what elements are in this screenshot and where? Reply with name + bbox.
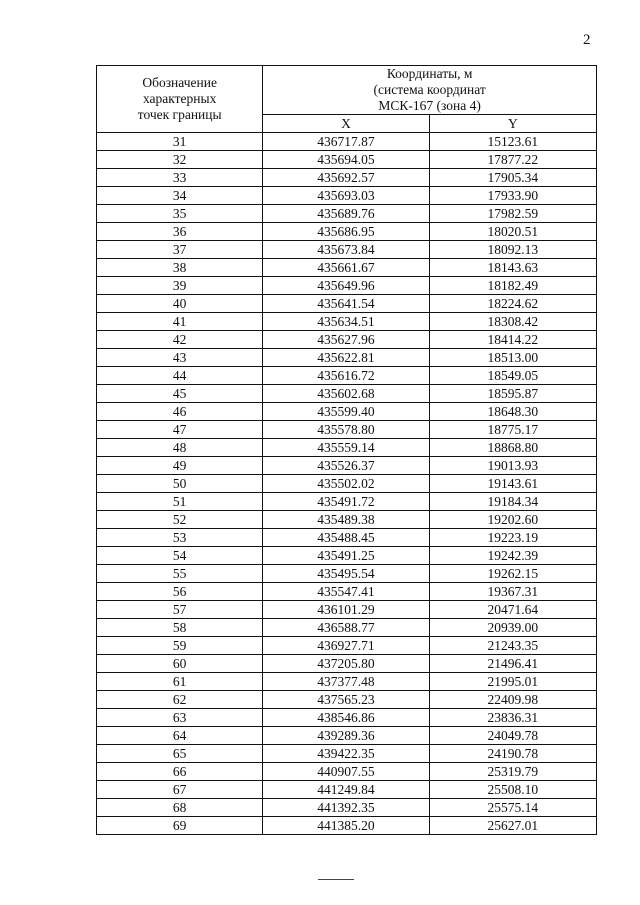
y-coordinate-cell: 23836.31 <box>429 709 596 727</box>
point-number-cell: 33 <box>97 169 263 187</box>
point-number-cell: 43 <box>97 349 263 367</box>
x-coordinate-cell: 435661.67 <box>263 259 429 277</box>
y-coordinate-cell: 18414.22 <box>429 331 596 349</box>
point-number-cell: 36 <box>97 223 263 241</box>
table-row <box>97 151 597 169</box>
y-coordinate-cell: 18513.00 <box>429 349 596 367</box>
table-row <box>97 241 597 259</box>
y-coordinate-cell: 17905.34 <box>429 169 596 187</box>
table-row <box>97 349 597 367</box>
table-row <box>97 439 597 457</box>
x-coordinate-cell: 436927.71 <box>263 637 429 655</box>
point-number-cell: 47 <box>97 421 263 439</box>
point-number-cell: 64 <box>97 727 263 745</box>
x-coordinate-cell: 437377.48 <box>263 673 429 691</box>
y-coordinate-cell: 19184.34 <box>429 493 596 511</box>
y-coordinate-cell: 25575.14 <box>429 799 596 817</box>
table-row <box>97 367 597 385</box>
table-row <box>97 277 597 295</box>
x-coordinate-cell: 435673.84 <box>263 241 429 259</box>
x-coordinate-cell: 435602.68 <box>263 385 429 403</box>
y-coordinate-cell: 18092.13 <box>429 241 596 259</box>
x-coordinate-cell: 435622.81 <box>263 349 429 367</box>
x-coordinate-cell: 435502.02 <box>263 475 429 493</box>
table-row <box>97 673 597 691</box>
point-number-cell: 60 <box>97 655 263 673</box>
y-coordinate-cell: 18020.51 <box>429 223 596 241</box>
x-coordinate-cell: 435578.80 <box>263 421 429 439</box>
x-column-header: X <box>263 115 429 133</box>
x-coordinate-cell: 435649.96 <box>263 277 429 295</box>
x-coordinate-cell: 435491.72 <box>263 493 429 511</box>
point-number-cell: 67 <box>97 781 263 799</box>
table-row <box>97 745 597 763</box>
y-coordinate-cell: 19202.60 <box>429 511 596 529</box>
x-coordinate-cell: 435495.54 <box>263 565 429 583</box>
point-number-cell: 38 <box>97 259 263 277</box>
points-header-line: характерных <box>142 91 217 106</box>
x-coordinate-cell: 435641.54 <box>263 295 429 313</box>
table-row <box>97 511 597 529</box>
point-number-cell: 69 <box>97 817 263 835</box>
table-row <box>97 727 597 745</box>
point-number-cell: 55 <box>97 565 263 583</box>
x-coordinate-cell: 435693.03 <box>263 187 429 205</box>
footer-dash <box>318 879 354 880</box>
point-number-cell: 57 <box>97 601 263 619</box>
point-number-cell: 45 <box>97 385 263 403</box>
y-coordinate-cell: 19262.15 <box>429 565 596 583</box>
coord-header-line: (система координат <box>373 82 486 97</box>
table-row <box>97 565 597 583</box>
y-coordinate-cell: 21995.01 <box>429 673 596 691</box>
x-coordinate-cell: 435634.51 <box>263 313 429 331</box>
points-header-line: Обозначение <box>142 75 217 90</box>
y-coordinate-cell: 18868.80 <box>429 439 596 457</box>
table-row <box>97 475 597 493</box>
point-number-cell: 63 <box>97 709 263 727</box>
x-coordinate-cell: 436588.77 <box>263 619 429 637</box>
point-number-cell: 41 <box>97 313 263 331</box>
x-coordinate-cell: 435692.57 <box>263 169 429 187</box>
page-number: 2 <box>583 32 591 48</box>
point-number-cell: 52 <box>97 511 263 529</box>
point-number-cell: 53 <box>97 529 263 547</box>
x-coordinate-cell: 435689.76 <box>263 205 429 223</box>
point-number-cell: 66 <box>97 763 263 781</box>
table-row <box>97 493 597 511</box>
table-row <box>97 655 597 673</box>
x-coordinate-cell: 435526.37 <box>263 457 429 475</box>
point-number-cell: 50 <box>97 475 263 493</box>
table-row <box>97 133 597 151</box>
table-row <box>97 169 597 187</box>
y-coordinate-cell: 18595.87 <box>429 385 596 403</box>
point-number-cell: 54 <box>97 547 263 565</box>
y-coordinate-cell: 18775.17 <box>429 421 596 439</box>
table-row <box>97 781 597 799</box>
y-coordinate-cell: 18308.42 <box>429 313 596 331</box>
y-coordinate-cell: 22409.98 <box>429 691 596 709</box>
point-number-cell: 37 <box>97 241 263 259</box>
table-row <box>97 637 597 655</box>
y-coordinate-cell: 18549.05 <box>429 367 596 385</box>
x-coordinate-cell: 438546.86 <box>263 709 429 727</box>
x-coordinate-cell: 435547.41 <box>263 583 429 601</box>
table-row <box>97 457 597 475</box>
point-number-cell: 65 <box>97 745 263 763</box>
x-coordinate-cell: 435491.25 <box>263 547 429 565</box>
point-number-cell: 31 <box>97 133 263 151</box>
table-row <box>97 547 597 565</box>
y-coordinate-cell: 19223.19 <box>429 529 596 547</box>
points-header-line: точек границы <box>137 107 222 122</box>
y-coordinate-cell: 21496.41 <box>429 655 596 673</box>
y-coordinate-cell: 18224.62 <box>429 295 596 313</box>
coordinates-table <box>96 65 597 835</box>
table-row <box>97 763 597 781</box>
table-header <box>97 66 597 133</box>
y-coordinate-cell: 25508.10 <box>429 781 596 799</box>
point-number-cell: 58 <box>97 619 263 637</box>
point-number-cell: 61 <box>97 673 263 691</box>
x-coordinate-cell: 435616.72 <box>263 367 429 385</box>
x-coordinate-cell: 435686.95 <box>263 223 429 241</box>
table-row <box>97 313 597 331</box>
x-coordinate-cell: 437565.23 <box>263 691 429 709</box>
x-coordinate-cell: 435599.40 <box>263 403 429 421</box>
y-coordinate-cell: 19013.93 <box>429 457 596 475</box>
y-coordinate-cell: 24049.78 <box>429 727 596 745</box>
table-row <box>97 385 597 403</box>
y-coordinate-cell: 25627.01 <box>429 817 596 835</box>
header-row-top <box>97 66 597 115</box>
y-coordinate-cell: 20471.64 <box>429 601 596 619</box>
point-number-cell: 35 <box>97 205 263 223</box>
point-number-cell: 62 <box>97 691 263 709</box>
table-row <box>97 709 597 727</box>
table-row <box>97 601 597 619</box>
x-coordinate-cell: 435694.05 <box>263 151 429 169</box>
point-number-cell: 42 <box>97 331 263 349</box>
table-row <box>97 799 597 817</box>
y-coordinate-cell: 17982.59 <box>429 205 596 223</box>
point-number-cell: 32 <box>97 151 263 169</box>
x-coordinate-cell: 437205.80 <box>263 655 429 673</box>
y-coordinate-cell: 25319.79 <box>429 763 596 781</box>
point-number-cell: 59 <box>97 637 263 655</box>
point-number-cell: 44 <box>97 367 263 385</box>
y-coordinate-cell: 19367.31 <box>429 583 596 601</box>
y-coordinate-cell: 18143.63 <box>429 259 596 277</box>
y-coordinate-cell: 19143.61 <box>429 475 596 493</box>
table-row <box>97 403 597 421</box>
points-column-header <box>97 66 263 133</box>
table-row <box>97 259 597 277</box>
y-coordinate-cell: 21243.35 <box>429 637 596 655</box>
y-column-header: Y <box>429 115 596 133</box>
x-coordinate-cell: 440907.55 <box>263 763 429 781</box>
point-number-cell: 68 <box>97 799 263 817</box>
table-body <box>97 133 597 835</box>
point-number-cell: 34 <box>97 187 263 205</box>
x-coordinate-cell: 435627.96 <box>263 331 429 349</box>
x-coordinate-cell: 441249.84 <box>263 781 429 799</box>
y-coordinate-cell: 19242.39 <box>429 547 596 565</box>
coordinates-column-header <box>263 66 597 115</box>
y-coordinate-cell: 18182.49 <box>429 277 596 295</box>
table-row <box>97 205 597 223</box>
y-coordinate-cell: 17877.22 <box>429 151 596 169</box>
point-number-cell: 51 <box>97 493 263 511</box>
point-number-cell: 39 <box>97 277 263 295</box>
table-row <box>97 295 597 313</box>
point-number-cell: 56 <box>97 583 263 601</box>
table-row <box>97 691 597 709</box>
y-coordinate-cell: 18648.30 <box>429 403 596 421</box>
coord-header-line: МСК-167 (зона 4) <box>378 98 481 113</box>
x-coordinate-cell: 436717.87 <box>263 133 429 151</box>
x-coordinate-cell: 441392.35 <box>263 799 429 817</box>
table-row <box>97 529 597 547</box>
table-row <box>97 817 597 835</box>
table-row <box>97 619 597 637</box>
y-coordinate-cell: 24190.78 <box>429 745 596 763</box>
table-row <box>97 187 597 205</box>
x-coordinate-cell: 439422.35 <box>263 745 429 763</box>
x-coordinate-cell: 435489.38 <box>263 511 429 529</box>
point-number-cell: 46 <box>97 403 263 421</box>
table-row <box>97 331 597 349</box>
y-coordinate-cell: 15123.61 <box>429 133 596 151</box>
point-number-cell: 48 <box>97 439 263 457</box>
y-coordinate-cell: 17933.90 <box>429 187 596 205</box>
x-coordinate-cell: 436101.29 <box>263 601 429 619</box>
y-coordinate-cell: 20939.00 <box>429 619 596 637</box>
coord-header-line: Координаты, м <box>386 66 473 81</box>
x-coordinate-cell: 441385.20 <box>263 817 429 835</box>
table-row <box>97 583 597 601</box>
x-coordinate-cell: 435559.14 <box>263 439 429 457</box>
x-coordinate-cell: 435488.45 <box>263 529 429 547</box>
table-row <box>97 421 597 439</box>
x-coordinate-cell: 439289.36 <box>263 727 429 745</box>
table-row <box>97 223 597 241</box>
point-number-cell: 40 <box>97 295 263 313</box>
point-number-cell: 49 <box>97 457 263 475</box>
